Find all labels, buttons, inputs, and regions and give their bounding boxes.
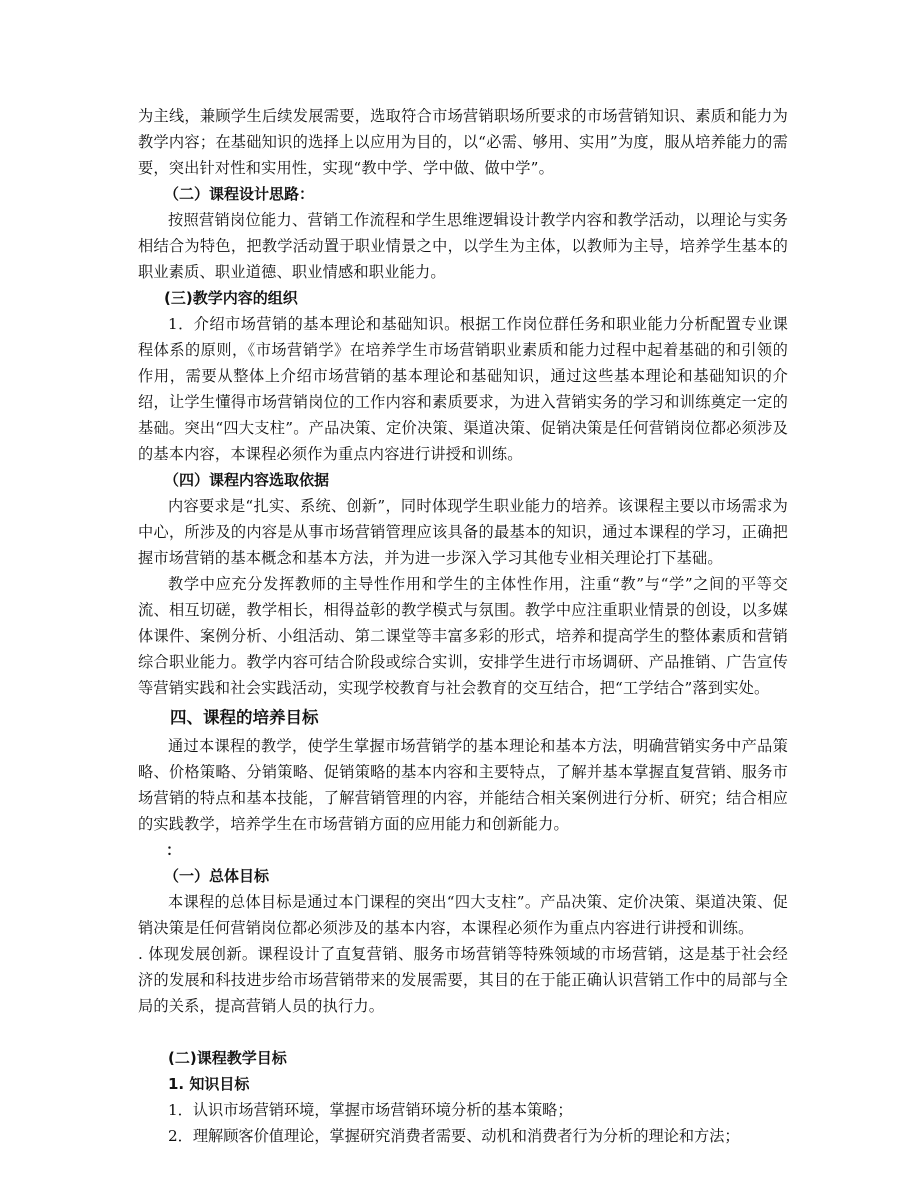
list-item-2: 2．理解顾客价值理论，掌握研究消费者需要、动机和消费者行为分析的理论和方法； — [168, 1127, 740, 1145]
heading-content-basis: （四）课程内容选取依据 — [164, 471, 330, 489]
heading-training-goals: 四、课程的培养目标 — [170, 708, 319, 727]
paragraph-content-organization: 1．介绍市场营销的基本理论和基础知识。根据工作岗位群任务和职业能力分析配置专业课程体系的原则，《市场营销学》在培养学生市场营销职业素质和能力过程中起着基础的和引领的作用，需要从整体上介绍市场营销的基本理论和基础知识，通过这些基本理论和基础知识的介绍，让学生懂得市场营销岗位的工作内容和素质要求，为进入营销实务的学习和训练奠定一定的基础。突出“四大支柱”。产品决策、定价决策、渠道决策、促销决策是任何营销岗位都必须涉及的基本内容，本课程必须作为重点内容进行讲授和训练。 — [138, 315, 788, 463]
paragraph-content-basis-1: 内容要求是“扎实、系统、创新”，同时体现学生职业能力的培养。该课程主要以市场需求为中心，所涉及的内容是从事市场营销管理应该具备的最基本的知识，通过本课程的学习，正确把握市场营销的基本概念和基本方法，并为进一步深入学习其他专业相关理论打下基础。 — [138, 497, 788, 567]
heading-knowledge-goals: 1. 知识目标 — [168, 1075, 250, 1093]
heading-overall-goal: （一）总体目标 — [164, 867, 270, 885]
list-item-1: 1．认识市场营销环境，掌握市场营销环境分析的基本策略； — [168, 1101, 573, 1119]
paragraph-overall-goal-1: 本课程的总体目标是通过本门课程的突出“四大支柱”。产品决策、定价决策、渠道决策、促销决策是任何营销岗位都必须涉及的基本内容，本课程必须作为重点内容进行讲授和训练。 — [138, 893, 788, 937]
paragraph-course-design: 按照营销岗位能力、营销工作流程和学生思维逻辑设计教学内容和教学活动，以理论与实务相结合为特色，把教学活动置于职业情景之中，以学生为主体，以教师为主导，培养学生基本的职业素质、职业道德、职业情感和职业能力。 — [138, 211, 788, 281]
heading-teaching-goals: (二)课程教学目标 — [168, 1049, 287, 1067]
paragraph-intro-continued: 为主线，兼顾学生后续发展需要，选取符合市场营销职场所要求的市场营销知识、素质和能力为教学内容；在基础知识的选择上以应用为目的，以“必需、够用、实用”为度，服从培养能力的需要，突出针对性和实用性，实现“教中学、学中做、做中学”。 — [138, 107, 788, 177]
paragraph-content-basis-2: 教学中应充分发挥教师的主导性作用和学生的主体性作用，注重“教”与“学”之间的平等交流、相互切磋，教学相长，相得益彰的教学模式与氛围。教学中应注重职业情景的创设，以多媒体课件、案例分析、小组活动、第二课堂等丰富多彩的形式，培养和提高学生的整体素质和营销综合职业能力。教学内容可结合阶段或综合实训，安排学生进行市场调研、产品推销、广告宣传等营销实践和社会实践活动，实现学校教育与社会教育的交互结合，把“工学结合”落到实处。 — [138, 575, 788, 697]
blank-line — [138, 1019, 788, 1045]
heading-course-design: （二）课程设计思路： — [164, 185, 315, 203]
paragraph-overall-goal-2: . 体现发展创新。课程设计了直复营销、服务市场营销等特殊领域的市场营销，这是基于社会经济的发展和科技进步给市场营销带来的发展需要，其目的在于能正确认识营销工作中的局部与全局的关系，提高营销人员的执行力。 — [138, 945, 788, 1015]
heading-content-organization: (三)教学内容的组织 — [164, 289, 298, 307]
paragraph-training-goals: 通过本课程的教学，使学生掌握市场营销学的基本理论和基本方法，明确营销实务中产品策略、价格策略、分销策略、促销策略的基本内容和主要特点，了解并基本掌握直复营销、服务市场营销的特点和基本技能，了解营销管理的内容，并能结合相关案例进行分析、研究；结合相应的实践教学，培养学生在市场营销方面的应用能力和创新能力。 — [138, 737, 788, 833]
document-page — [138, 103, 788, 1149]
colon-mark: ： — [166, 841, 182, 859]
